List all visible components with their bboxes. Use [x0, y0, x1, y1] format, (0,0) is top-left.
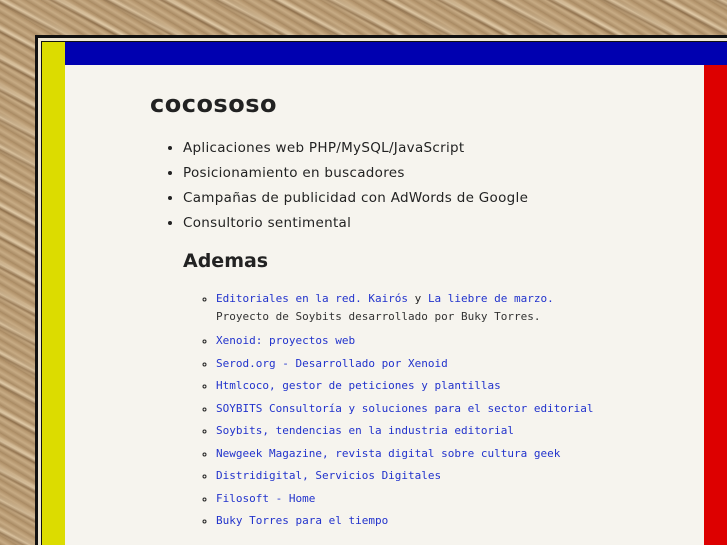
link-kairos[interactable]: Editoriales en la red. Kairós — [216, 292, 409, 305]
link-xenoid[interactable]: Xenoid: proyectos web — [216, 334, 356, 347]
list-item — [216, 353, 690, 376]
red-side-bar — [704, 65, 727, 545]
list-item — [216, 290, 690, 325]
ademas-heading: Ademas — [183, 250, 269, 272]
service-item: • Posicionamiento en buscadores — [183, 161, 690, 186]
list-item — [216, 420, 690, 443]
link-newgeek[interactable]: Newgeek Magazine, revista digital sobre cultura geek — [216, 446, 561, 460]
link-soybits-consultoria[interactable]: SOYBITS Consultoría y soluciones para el sector editorial — [216, 401, 594, 415]
list-item — [216, 510, 690, 533]
link-serod[interactable]: Serod.org - Desarrollado por Xenoid — [216, 356, 448, 370]
page-frame — [35, 35, 727, 545]
project-note: Proyecto de Soybits desarrollado por Buky Torres. — [216, 309, 541, 323]
link-soybits-tendencias[interactable]: Soybits, tendencias en la industria editorial — [216, 424, 515, 437]
page-panel — [41, 41, 727, 545]
link-htmlcoco[interactable]: Htmlcoco, gestor de peticiones y plantillas — [216, 379, 501, 392]
list-item — [216, 443, 690, 466]
main-content — [150, 90, 690, 533]
ademas-links-list — [150, 290, 690, 533]
service-item: • Consultorio sentimental — [183, 211, 690, 236]
link-liebre-de-marzo[interactable]: La liebre de marzo. — [427, 292, 554, 305]
list-item — [216, 465, 690, 488]
service-item: • Aplicaciones web PHP/MySQL/JavaScript — [183, 136, 690, 161]
link-distridigital[interactable]: Distridigital, Servicios Digitales — [216, 469, 442, 482]
blue-top-bar — [65, 42, 727, 65]
link-buky-torres[interactable]: Buky Torres para el tiempo — [216, 514, 389, 527]
services-list — [150, 136, 690, 236]
link-separator: y — [408, 292, 428, 305]
list-item — [216, 375, 690, 398]
link-filosoft[interactable]: Filosoft - Home — [216, 491, 316, 505]
list-item — [216, 398, 690, 421]
list-item — [216, 488, 690, 511]
list-item — [216, 330, 690, 353]
service-item: • Campañas de publicidad con AdWords de Google — [183, 186, 690, 211]
yellow-side-bar — [42, 42, 65, 545]
site-title: cocososo — [150, 90, 277, 118]
